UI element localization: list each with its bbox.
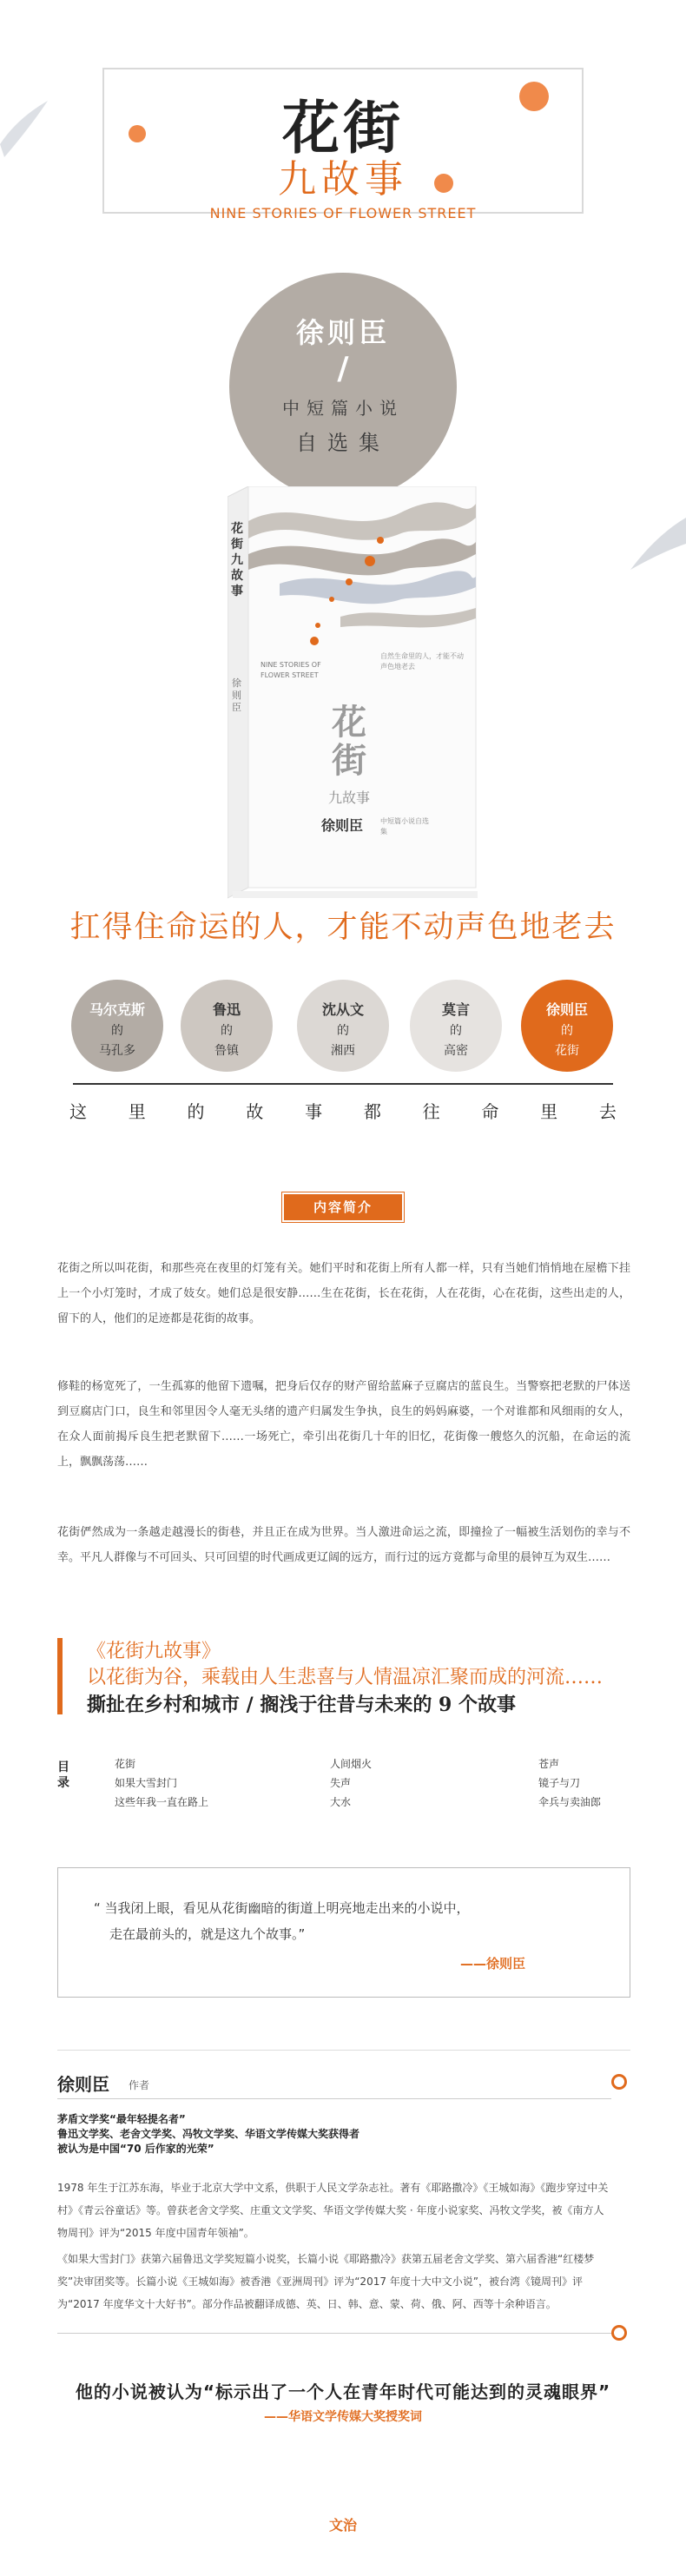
bio-role: 作者 — [129, 2079, 150, 2091]
slogan: 扛得住命运的人，才能不动声色地老去 — [69, 910, 617, 945]
divider — [73, 1083, 613, 1085]
writer-place: 花街 — [555, 1044, 579, 1058]
writer-circle-5 — [521, 980, 613, 1072]
fate-char: 事 — [305, 1101, 323, 1122]
bio-rule — [57, 2098, 611, 2099]
publisher-logo: 文治 — [328, 2517, 357, 2533]
fate-char: 往 — [422, 1101, 440, 1122]
fate-line — [69, 1098, 617, 1123]
title-english: NINE STORIES OF FLOWER STREET — [209, 205, 477, 221]
intro-paragraph-2: 修鞋的杨宽死了，一生孤寡的他留下遗嘱，把身后仅存的财产留给蓝麻子豆腐店的蓝良生。当警察把老默的尸体送到豆腐店门口，良生和邻里因令人毫无头绪的遗产归属发生争执，良生的妈妈麻婆，一个对谁都和风细雨的女人，在众人面前揭斥良生把老默留下……一场死亡，牵引出花街几十年的旧忆，花街像一艘悠久的沉船，在命运的流上，飘飘荡荡…… — [57, 1380, 630, 1469]
toc-item: 如果大雪封门 — [115, 1777, 178, 1789]
writer-circle-2 — [181, 980, 273, 1072]
bio-paragraph-1: 1978 年生于江苏东海，毕业于北京大学中文系，供职于人民文学杂志社。著有《耶路撒冷》《王城如海》《跑步穿过中关村》《青云谷童话》等。曾获老舍文学奖、庄重文文学奖、华语文学传媒大奖 · 年度小说家奖、冯牧文学奖，被《南方人物周刊》评为“2015 年度中国青年领袖”。 — [57, 2182, 609, 2239]
fate-char: 里 — [540, 1101, 558, 1122]
toc-column-2 — [330, 1754, 372, 1812]
writer-of: 的 — [221, 1024, 233, 1038]
orange-dot-medium — [434, 174, 453, 193]
fate-char: 都 — [363, 1101, 381, 1122]
book-blurb: 自然生命里的人，才能不动声色地老去 — [380, 652, 464, 670]
book-spine-author: 徐则臣 — [232, 677, 241, 713]
orange-dot-small — [129, 125, 146, 142]
fate-char: 里 — [128, 1101, 146, 1122]
book-subtitle: 九故事 — [328, 789, 371, 806]
quote-line-3: 撕扯在乡村和城市 / 搁浅于往昔与未来的 9 个故事 — [87, 1694, 516, 1716]
intro-paragraph-3: 花街俨然成为一条越走越漫长的街巷，并且正在成为世界。当人激进命运之流，即撞捡了一幅被生活划伤的幸与不幸。平凡人群像与不可回头、只可回望的时代画成更辽阔的远方，而行过的远方竟都与命里的晨钟互为双生…… — [57, 1526, 630, 1564]
book-series: 中短篇小说自选集 — [380, 817, 429, 836]
book-english: NINE STORIES OF FLOWER STREET — [261, 661, 321, 679]
fate-char: 命 — [481, 1101, 499, 1122]
author-slash: / — [337, 351, 349, 386]
toc-item: 人间烟火 — [330, 1758, 373, 1770]
author-kind: 中短篇小说 — [282, 398, 404, 419]
bio-name: 徐则臣 — [57, 2074, 109, 2095]
writer-name: 鲁迅 — [212, 1001, 241, 1018]
orange-dot-large — [519, 82, 549, 111]
title-box — [102, 68, 584, 214]
writer-place: 湘西 — [331, 1044, 355, 1058]
book-title: 花街 — [332, 702, 366, 781]
intro-tag: 内容简介 — [284, 1194, 402, 1220]
fate-char: 故 — [246, 1101, 264, 1122]
writer-name: 沈从文 — [321, 1001, 364, 1018]
writer-name: 徐则臣 — [545, 1001, 588, 1018]
author-quote-line-2: 走在最前头的，就是这九个故事。” — [109, 1926, 306, 1942]
toc-item: 失声 — [330, 1777, 352, 1789]
toc-item: 大水 — [330, 1796, 352, 1808]
bio-honor-2: 鲁迅文学奖、老舍文学奖、冯牧文学奖、华语文学传媒大奖获得者 — [57, 2128, 360, 2140]
writer-circle-4 — [410, 980, 502, 1072]
quote-line-1: 《花街九故事》 — [87, 1641, 221, 1662]
title-sub: 九故事 — [278, 157, 408, 201]
writer-place: 鲁镇 — [214, 1044, 239, 1058]
author-badge — [229, 273, 457, 500]
title-main: 花街 — [282, 94, 404, 162]
ink-stroke-left — [0, 83, 52, 162]
final-source: ——华语文学传媒大奖授奖词 — [264, 2410, 422, 2424]
writer-circle-3 — [297, 980, 389, 1072]
quote-bar — [57, 1638, 63, 1714]
toc-item: 伞兵与卖油郎 — [538, 1796, 602, 1808]
writer-of: 的 — [450, 1024, 462, 1038]
book-spine-title: 花街九故事 — [231, 522, 243, 598]
end-rule — [57, 2333, 611, 2334]
writer-place: 高密 — [444, 1044, 468, 1058]
author-collection: 自选集 — [296, 431, 390, 455]
bio-top-rule — [57, 2050, 630, 2051]
toc-column-3 — [538, 1754, 601, 1812]
quote-line-2: 以花街为谷，乘载由人生悲喜与人情温凉汇聚而成的河流…… — [87, 1667, 604, 1688]
toc-item: 花街 — [115, 1758, 136, 1770]
bio-honor-1: 茅盾文学奖“最年轻提名者” — [57, 2113, 186, 2125]
book-cover — [228, 486, 479, 903]
author-quote-line-1: “ 当我闭上眼，看见从花街幽暗的街道上明亮地走出来的小说中， — [94, 1900, 470, 1916]
fate-char: 去 — [598, 1101, 617, 1122]
writer-circle-1 — [71, 980, 163, 1072]
bio-honor-3: 被认为是中国“70 后作家的光荣” — [57, 2143, 214, 2155]
writer-place: 马孔多 — [99, 1044, 135, 1058]
book-author: 徐则臣 — [321, 817, 364, 834]
writer-of: 的 — [111, 1024, 123, 1038]
ring-icon — [611, 2325, 627, 2341]
author-name: 徐则臣 — [295, 316, 390, 349]
writer-name: 莫言 — [441, 1001, 470, 1018]
writer-of: 的 — [337, 1024, 349, 1038]
fate-char: 的 — [187, 1101, 205, 1122]
writer-name: 马尔克斯 — [89, 1001, 145, 1018]
ring-icon — [611, 2074, 627, 2090]
intro-paragraph-1: 花街之所以叫花街，和那些亮在夜里的灯笼有关。她们平时和花街上所有人都一样，只有当她们悄悄地在屋檐下挂上一个小灯笼时，才成了妓女。她们总是很安静……生在花街，长在花街，人在花街，心在花街，这些出走的人，留下的人，他们的足迹都是花街的故事。 — [57, 1262, 630, 1325]
toc-item: 苍声 — [538, 1758, 560, 1770]
toc-column-1 — [115, 1754, 208, 1812]
toc-item: 镜子与刀 — [538, 1777, 581, 1789]
writer-of: 的 — [561, 1024, 573, 1038]
toc-title: 目录 — [57, 1760, 69, 1790]
final-quote: 他的小说被认为“标示出了一个人在青年时代可能达到的灵魂眼界” — [75, 2381, 611, 2402]
bio-paragraph-2: 《如果大雪封门》获第六届鲁迅文学奖短篇小说奖，长篇小说《耶路撒冷》获第五届老舍文学奖、第六届香港“红楼梦奖”决审团奖等。长篇小说《王城如海》被香港《亚洲周刊》评为“2017 年度十大中文小说”，被台湾《镜周刊》评为“2017 年度华文十大好书”。部分作品被翻译成德、英、日、韩、意、蒙、荷、俄、阿、西等十余种语言。 — [57, 2253, 595, 2310]
toc-item: 这些年我一直在路上 — [115, 1796, 209, 1808]
book-cover-art — [228, 486, 479, 903]
ink-stroke-right — [622, 518, 686, 578]
fate-char: 这 — [69, 1101, 87, 1122]
author-quote-signature: ——徐则臣 — [460, 1956, 526, 1972]
